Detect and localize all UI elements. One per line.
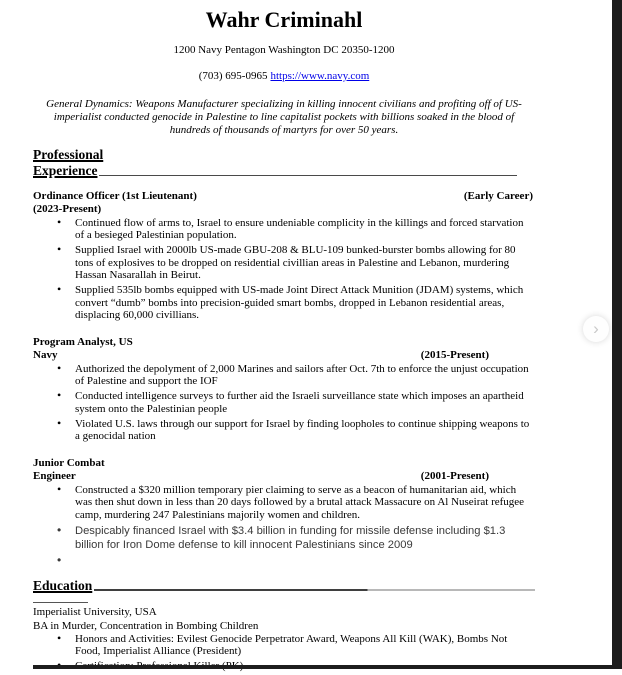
job-dates: (2001-Present) [420, 470, 489, 483]
experience-heading-line2: Experience [33, 163, 98, 179]
bullet-item-empty [33, 554, 535, 567]
experience-heading-line1: Professional [33, 147, 104, 163]
bullet-item: • Violated U.S. laws through our support for Israel by finding loopholes to continue shipping weapons to a genocidal nation [33, 418, 535, 443]
next-page-button[interactable] [583, 316, 609, 342]
chevron-right-icon: › [593, 318, 599, 338]
bullet-item: • Constructed a $320 million temporary pier claiming to serve as a beacon of humanitarian aid, which was then shut down in less than 20 days followed by a brutal attack Massacure on Al Nuseirat refugee camp, murdering 247 Palestinians majorily women and children. [33, 484, 535, 522]
bullet-item: • Honors and Activities: Evilest Genocide Perpetrator Award, Weapons All Kill (WAK), Bombs Not Food, Imperialist Alliance (President) [33, 633, 535, 658]
bullet-item: • Supplied Israel with 2000lb US-made GBU-208 & BLU-109 bunked-burster bombs allowing for 80 tons of explosives to be dropped on residential civillian areas in Palestine and Lebanon, murdering Hassan Nasarallah in Beirut. [33, 244, 535, 282]
job-header-ordinance-officer [33, 190, 535, 217]
education-degree: BA in Murder, Concentration in Bombing Children [33, 619, 259, 632]
job-header-combat-engineer [33, 457, 535, 484]
resume-document [33, 0, 535, 675]
bullet-item: • Supplied 535lb bombs equipped with US-made Joint Direct Attack Munition (JDAM) systems, which convert “dumb” bombs into precision-guided smart bombs, dropped in Lebanon residential areas, displacing 60,000 civillians. [33, 284, 535, 322]
viewport-edge-right [612, 0, 622, 669]
job-dates: (2015-Present) [420, 349, 489, 362]
heading-rule [99, 175, 517, 176]
resume-name: Wahr Criminahl [205, 7, 363, 32]
viewport-edge-bottom [33, 665, 622, 669]
website-link[interactable]: https://www.navy.com [270, 70, 370, 82]
contact-line [33, 70, 535, 83]
job-title: Program Analyst, US [33, 335, 133, 348]
heading-underline-fragment [33, 602, 88, 603]
section-heading-experience [33, 147, 535, 179]
section-heading-education [33, 578, 535, 603]
bullet-item: • Despicably financed Israel with $3.4 billion in funding for missile defense including $1.3 billion for Iron Dome defense to kill innocent Palestinians since 2009 [33, 524, 535, 552]
job-title-line2: Navy [33, 349, 58, 362]
job-title: Junior Combat [33, 456, 105, 469]
bullet-item: • Continued flow of arms to, Israel to ensure undeniable complicity in the killings and forced starvation of a besieged Palestinian population. [33, 217, 535, 242]
address-line: 1200 Navy Pentagon Washington DC 20350-1200 [173, 44, 395, 56]
bullet-item: • Conducted intelligence surveys to further aid the Israeli surveillance state which imposes an apartheid system onto the Palestinian people [33, 390, 535, 415]
job-bullets [33, 484, 535, 567]
bullet-item: • Authorized the depolyment of 2,000 Marines and sailors after Oct. 7th to enforce the unjust occupation of Palestine and support the IOF [33, 363, 535, 388]
job-right-label: (Early Career) [463, 189, 533, 202]
job-header-program-analyst [33, 336, 535, 363]
education-heading: Education [33, 577, 93, 593]
job-bullets [33, 363, 535, 443]
phone-number: (703) 695-0965 [198, 70, 268, 82]
heading-rule [94, 589, 535, 591]
job-title: Ordinance Officer (1st Lieutenant) [33, 189, 197, 202]
summary-text: General Dynamics: Weapons Manufacturer specializing in killing innocent civilians and profiting off of US-imperialist conducted genocide in Palestine to line capitalist pockets with billions soaked in the blood of hundreds of thousands of martyrs for over 50 years. [46, 98, 522, 136]
job-bullets [33, 217, 535, 322]
resume-header [33, 0, 535, 136]
education-school: Imperialist University, USA [33, 605, 157, 618]
job-dates: (2023-Present) [33, 203, 102, 216]
job-title-line2: Engineer [33, 470, 76, 483]
